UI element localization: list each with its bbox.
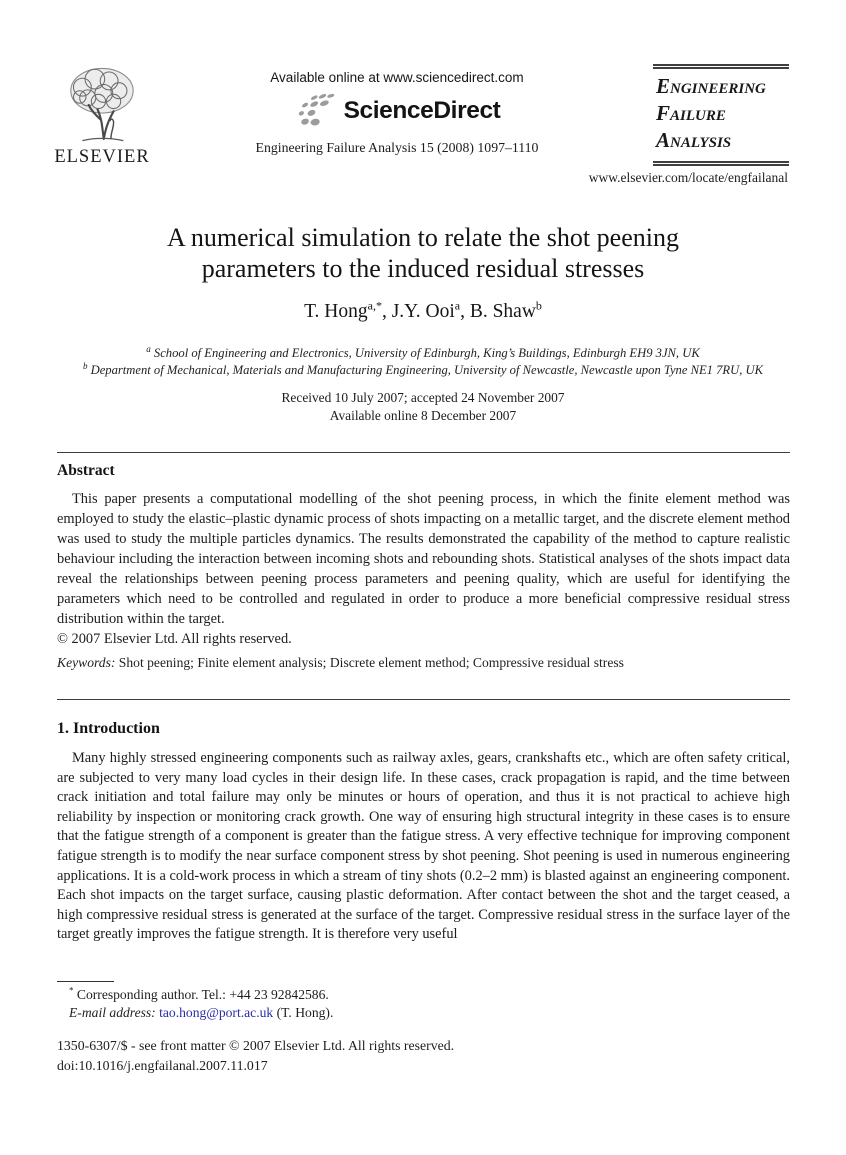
email-suffix: (T. Hong).	[273, 1004, 334, 1020]
header-center	[212, 70, 582, 156]
corresponding-text: Corresponding author. Tel.: +44 23 92842586.	[73, 987, 329, 1002]
article-title-line1: A numerical simulation to relate the shot peening	[167, 223, 679, 252]
available-online-text: Available online at www.sciencedirect.com	[270, 70, 524, 85]
journal-homepage-url: www.elsevier.com/locate/engfailanal	[588, 170, 788, 185]
journal-name-line1: Engineering	[656, 74, 766, 98]
divider-bottom	[57, 699, 790, 700]
article-title	[0, 222, 846, 284]
affiliation-b-text: Department of Mechanical, Materials and Manufacturing Engineering, University of Newcastle, Newcastle upon Tyne NE1 7RU, UK	[90, 362, 764, 377]
email-link[interactable]: tao.hong@port.ac.uk	[159, 1004, 274, 1020]
email-note	[57, 1004, 790, 1022]
elsevier-tree-icon	[54, 64, 150, 146]
elsevier-wordmark: ELSEVIER	[54, 147, 150, 167]
footnote-divider	[57, 981, 114, 982]
author-sup-2: a	[454, 298, 461, 313]
available-online-line: Available online 8 December 2007	[329, 407, 517, 423]
affiliations	[40, 345, 806, 378]
sciencedirect-dots-icon	[294, 93, 340, 130]
article-title-line2: parameters to the induced residual stresses	[201, 254, 645, 283]
author-name-2: J.Y. Ooi	[391, 301, 455, 322]
journal-name-line2: Failure	[656, 101, 726, 125]
footer	[57, 1036, 790, 1076]
introduction-heading: 1. Introduction	[57, 720, 160, 737]
footnote-marker: *	[69, 985, 74, 996]
abstract-text: This paper presents a computational modelling of the shot peening process, in which the finite element method was employed to study the elastic–plastic dynamic process of shots impacting on a metallic target, and the discrete element method was used to study the multiple particles dynamics. The results demonstrated the capability of the method to capture realistic behaviour including the interaction between incoming shots and rebounding shots. Statistical analyses of the shots impact data reveal the relationships between peening process parameters and peening quality, which are useful for identifying the parameters which need to be controlled and regulated in order to produce a more beneficial compressive residual stress distribution within the target.	[57, 491, 790, 627]
author-sup-3: b	[535, 298, 542, 313]
elsevier-logo	[52, 64, 152, 168]
journal-name-line3: Analysis	[656, 128, 732, 152]
affiliation-b-sup: b	[82, 360, 88, 371]
corresponding-author-note	[57, 986, 790, 1004]
author-sep-2: ,	[460, 301, 470, 322]
affiliation-a-sup: a	[146, 343, 151, 354]
sciencedirect-wordmark: ScienceDirect	[343, 97, 501, 124]
keywords-text: Shot peening; Finite element analysis; Discrete element method; Compressive residual stress	[115, 655, 624, 670]
author-name-1: T. Hong	[304, 301, 368, 322]
journal-name-box	[653, 64, 789, 166]
author-sep-1: ,	[381, 301, 392, 322]
divider-top	[57, 452, 790, 453]
affiliation-b	[40, 362, 806, 379]
received-dates	[0, 389, 846, 424]
doi-line: doi:10.1016/j.engfailanal.2007.11.017	[57, 1058, 268, 1073]
abstract-copyright: © 2007 Elsevier Ltd. All rights reserved.	[57, 631, 292, 647]
abstract-section	[57, 489, 790, 649]
issn-front-matter-line: 1350-6307/$ - see front matter © 2007 Elsevier Ltd. All rights reserved.	[57, 1038, 455, 1053]
keywords-label: Keywords:	[57, 655, 116, 670]
keywords-line	[57, 655, 790, 671]
journal-citation: Engineering Failure Analysis 15 (2008) 1097–1110	[255, 140, 539, 155]
author-name-3: B. Shaw	[469, 301, 536, 322]
author-line	[0, 298, 846, 323]
email-label: E-mail address:	[69, 1004, 156, 1020]
affiliation-a-text: School of Engineering and Electronics, University of Edinburgh, King’s Buildings, Edinburgh EH9 3JN, UK	[153, 346, 700, 360]
affiliation-a	[40, 345, 806, 362]
abstract-heading: Abstract	[57, 462, 115, 479]
author-sup-1: a,*	[367, 298, 382, 313]
sciencedirect-logo	[212, 90, 582, 132]
footnote	[57, 986, 790, 1021]
introduction-text: Many highly stressed engineering components such as railway axles, gears, crankshafts etc., which are often safety critical, are subjected to very many load cycles in their design life. In these cases, crack propagation is rapid, and the time between crack initiation and total failure may only be minutes or hours of operation, and thus it is not practical to achieve high reliability by inspection or monitoring crack growth. One way of ensuring high structural integrity in these cases is to ensure that the fatigue strength of a component is greater than the fatigue stress. A very effective technique for improving component fatigue strength is to modify the near surface component stress by shot peening. Shot peening is used in numerous engineering applications. It is a cold-work process in which a stream of tiny shots (0.2–2 mm) is blasted against an engineering component. Each shot impacts on the target surface, causing plastic deformation. After contact between the shot and the target ceased, a high compressive residual stress is generated at the surface of the target. Compressive residual stress in the surface layer of the target greatly improves the fatigue strength. It is therefore very useful	[57, 750, 790, 943]
received-line: Received 10 July 2007; accepted 24 November 2007	[281, 390, 565, 405]
